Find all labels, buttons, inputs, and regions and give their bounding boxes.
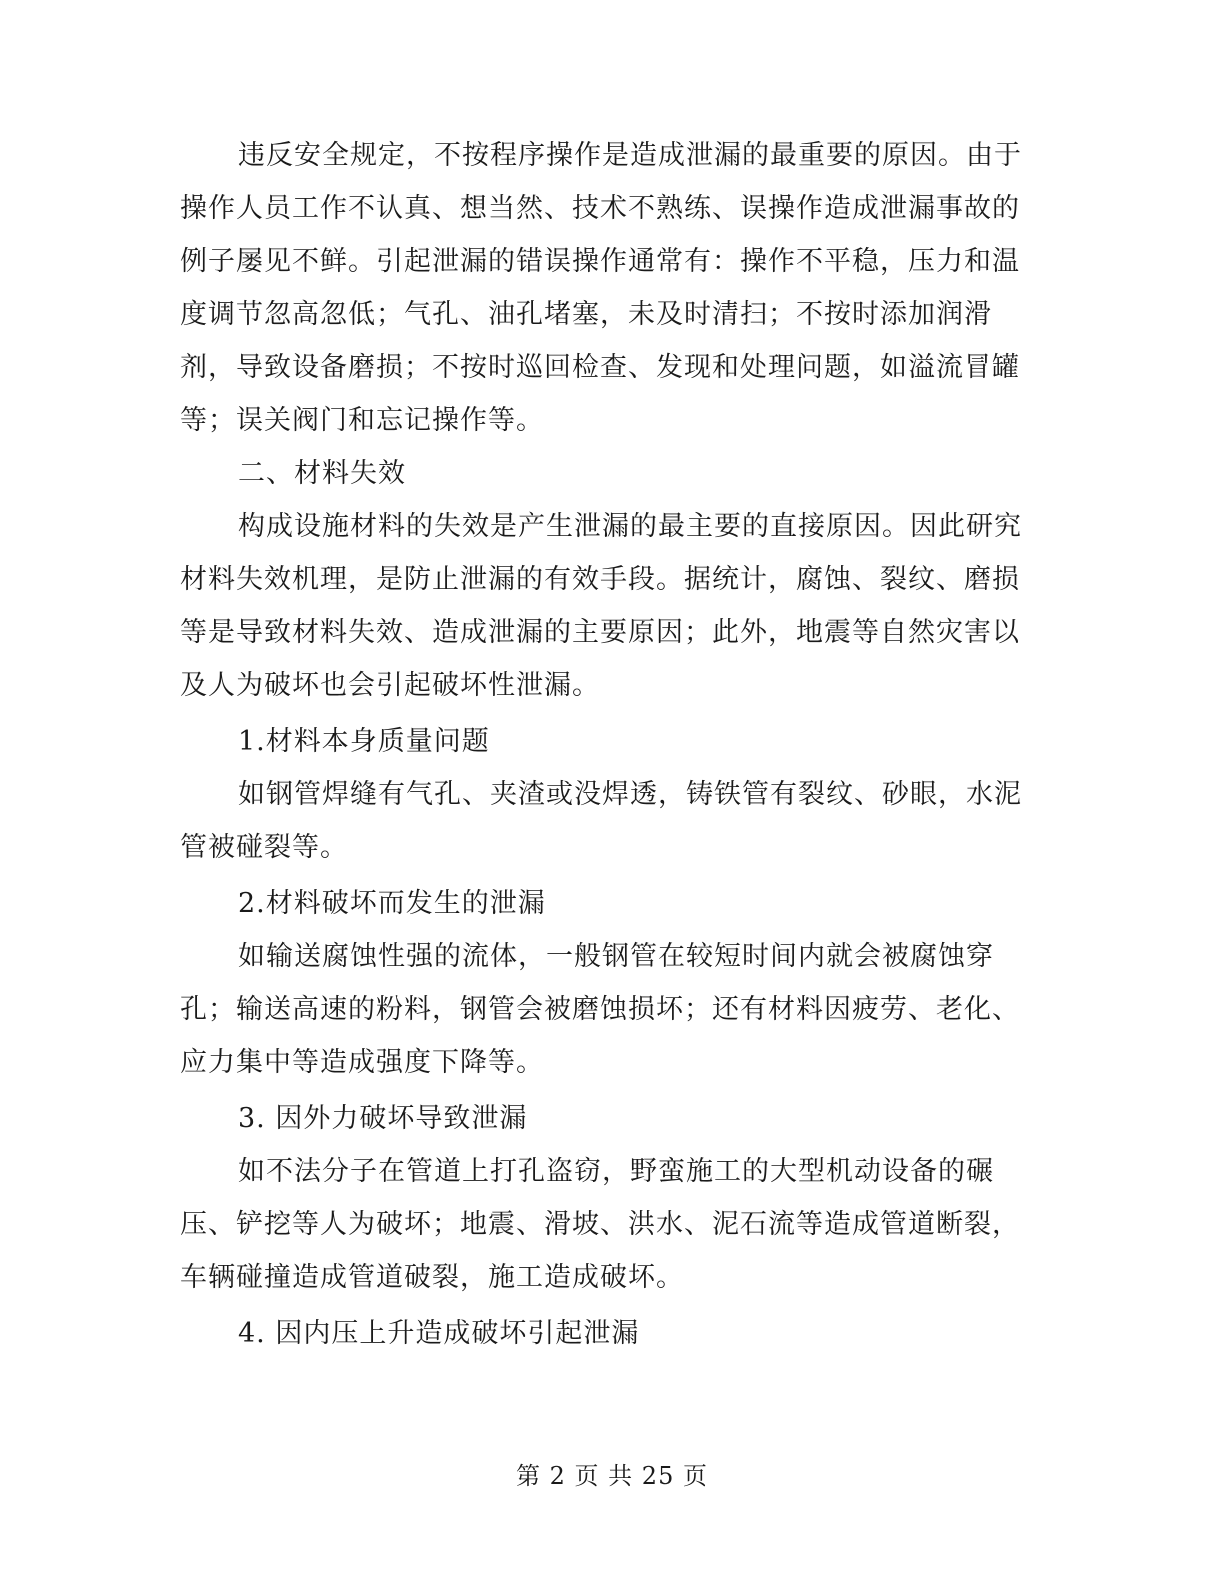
paragraph-line: 如钢管焊缝有气孔、夹渣或没焊透，铸铁管有裂纹、砂眼，水泥 [238,779,1022,810]
paragraph-line: 构成设施材料的失效是产生泄漏的最主要的直接原因。因此研究 [238,511,1022,542]
paragraph-line: 操作人员工作不认真、想当然、技术不熟练、误操作造成泄漏事故的 [180,193,1020,224]
subsection-heading: 1.材料本身质量问题 [238,726,490,757]
paragraph-line: 孔；输送高速的粉料，钢管会被磨蚀损坏；还有材料因疲劳、老化、 [180,994,1020,1025]
paragraph-line: 车辆碰撞造成管道破裂，施工造成破坏。 [180,1262,684,1293]
paragraph-line: 违反安全规定，不按程序操作是造成泄漏的最重要的原因。由于 [238,140,1022,171]
paragraph-line: 及人为破坏也会引起破坏性泄漏。 [180,670,600,701]
paragraph-line: 等；误关阀门和忘记操作等。 [180,405,544,436]
paragraph-line: 如输送腐蚀性强的流体，一般钢管在较短时间内就会被腐蚀穿 [238,941,994,972]
subsection-heading: 2.材料破坏而发生的泄漏 [238,888,546,919]
page-footer: 第 2 页 共 25 页 [516,1462,708,1490]
paragraph-line: 如不法分子在管道上打孔盗窃，野蛮施工的大型机动设备的碾 [238,1156,994,1187]
paragraph-line: 应力集中等造成强度下降等。 [180,1047,544,1078]
subsection-heading: 3. 因外力破坏导致泄漏 [238,1103,528,1134]
paragraph-line: 压、铲挖等人为破坏；地震、滑坡、洪水、泥石流等造成管道断裂， [180,1209,1020,1240]
subsection-heading: 4. 因内压上升造成破坏引起泄漏 [238,1318,640,1349]
paragraph-line: 剂，导致设备磨损；不按时巡回检查、发现和处理问题，如溢流冒罐 [180,352,1020,383]
paragraph-line: 例子屡见不鲜。引起泄漏的错误操作通常有：操作不平稳，压力和温 [180,246,1020,277]
paragraph-line: 材料失效机理，是防止泄漏的有效手段。据统计，腐蚀、裂纹、磨损 [180,564,1020,595]
paragraph-line: 度调节忽高忽低；气孔、油孔堵塞，未及时清扫；不按时添加润滑 [180,299,992,330]
section-heading: 二、材料失效 [238,458,406,489]
paragraph-line: 等是导致材料失效、造成泄漏的主要原因；此外，地震等自然灾害以 [180,617,1020,648]
paragraph-line: 管被碰裂等。 [180,832,348,863]
